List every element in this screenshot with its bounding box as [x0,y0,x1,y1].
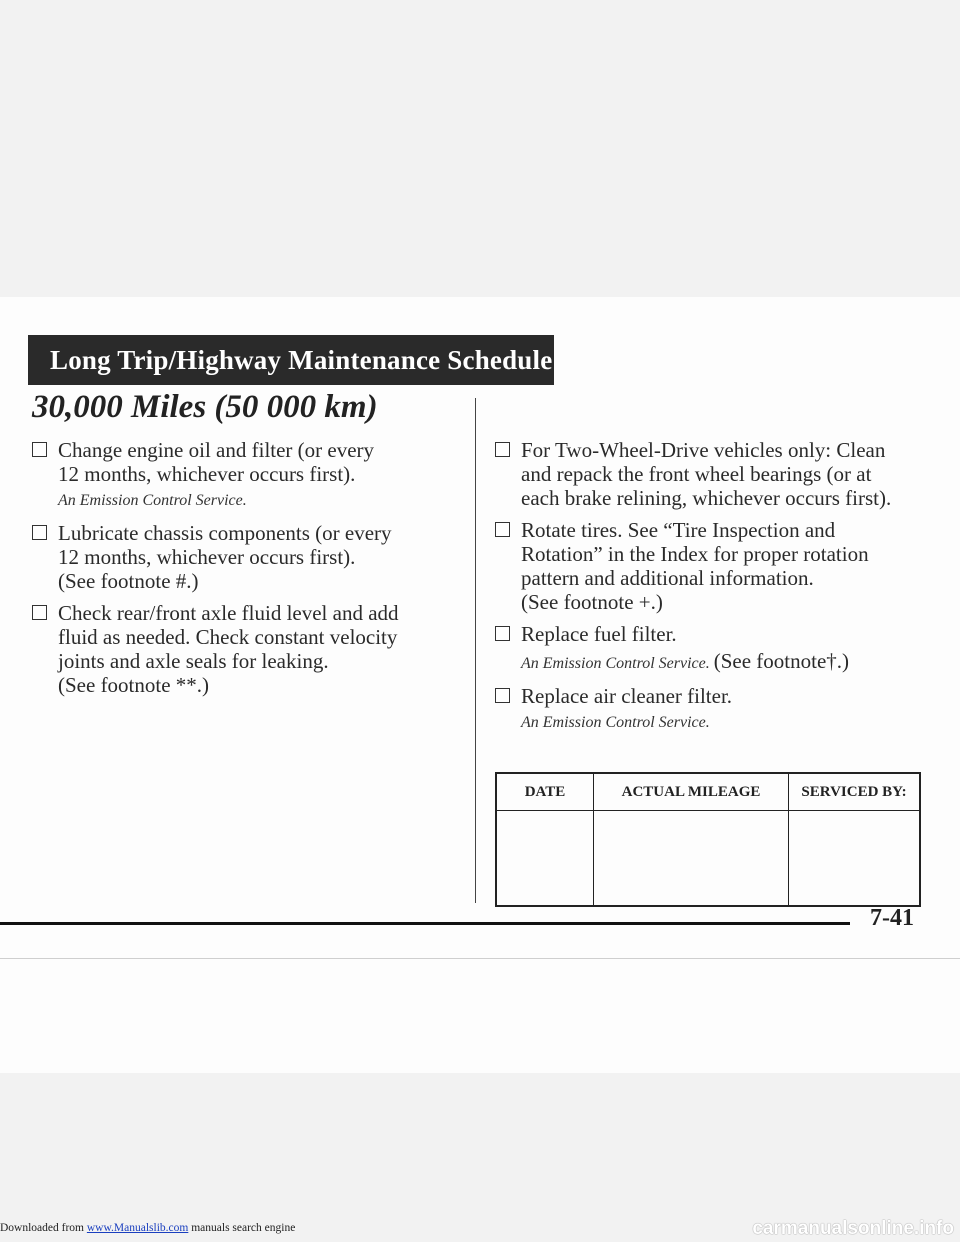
scan-line [0,958,960,959]
checkbox-icon[interactable] [495,626,510,641]
checkbox-icon[interactable] [32,442,47,457]
checklist-item: Lubricate chassis components (or every 12 months, whichever occurs first). (See footnote #.) [32,521,442,593]
column-divider [475,398,476,903]
checkbox-icon[interactable] [495,688,510,703]
checklist-item: Replace fuel filter. An Emission Control Service. (See footnote†.) [495,622,935,676]
manualslib-link[interactable]: www.Manualslib.com [86,1222,189,1234]
section-banner: Long Trip/Highway Maintenance Schedule [28,335,554,385]
date-cell[interactable] [496,811,594,907]
emission-note: An Emission Control Service. [58,492,247,509]
serviced-by-cell[interactable] [789,811,920,907]
download-footer: Downloaded from www.Manualslib.com manuals search engine [0,1222,296,1234]
page-rule [0,922,850,925]
service-log-table [495,772,921,907]
checkbox-icon[interactable] [495,522,510,537]
checklist-item: Rotate tires. See “Tire Inspection and Rotation” in the Index for proper rotation pattern and additional information. (See footnote +.) [495,518,935,614]
emission-note: An Emission Control Service. [521,714,710,731]
emission-note: An Emission Control Service. (See footnote†.) [521,649,850,673]
checklist-item: Check rear/front axle fluid level and add fluid as needed. Check constant velocity joints and axle seals for leaking. (See footnote **.) [32,601,442,697]
right-column [495,438,935,743]
header-serviced-by: SERVICED BY: [789,773,920,811]
header-actual-mileage: ACTUAL MILEAGE [594,773,789,811]
watermark: carmanualsonline.info [752,1218,954,1239]
checklist-item: Replace air cleaner filter. An Emission Control Service. [495,684,935,735]
checkbox-icon[interactable] [32,605,47,620]
left-column [32,438,442,705]
page-number: 7-41 [870,905,914,931]
checklist-item: Change engine oil and filter (or every 12 months, whichever occurs first). An Emission Control Service. [32,438,442,513]
footnote-reference: (See footnote†.) [713,649,850,673]
header-date: DATE [496,773,594,811]
mileage-cell[interactable] [594,811,789,907]
checklist-item: For Two-Wheel-Drive vehicles only: Clean and repack the front wheel bearings (or at each brake relining, whichever occurs first). [495,438,935,510]
mileage-heading: 30,000 Miles (50 000 km) [32,389,378,425]
checkbox-icon[interactable] [32,525,47,540]
checkbox-icon[interactable] [495,442,510,457]
